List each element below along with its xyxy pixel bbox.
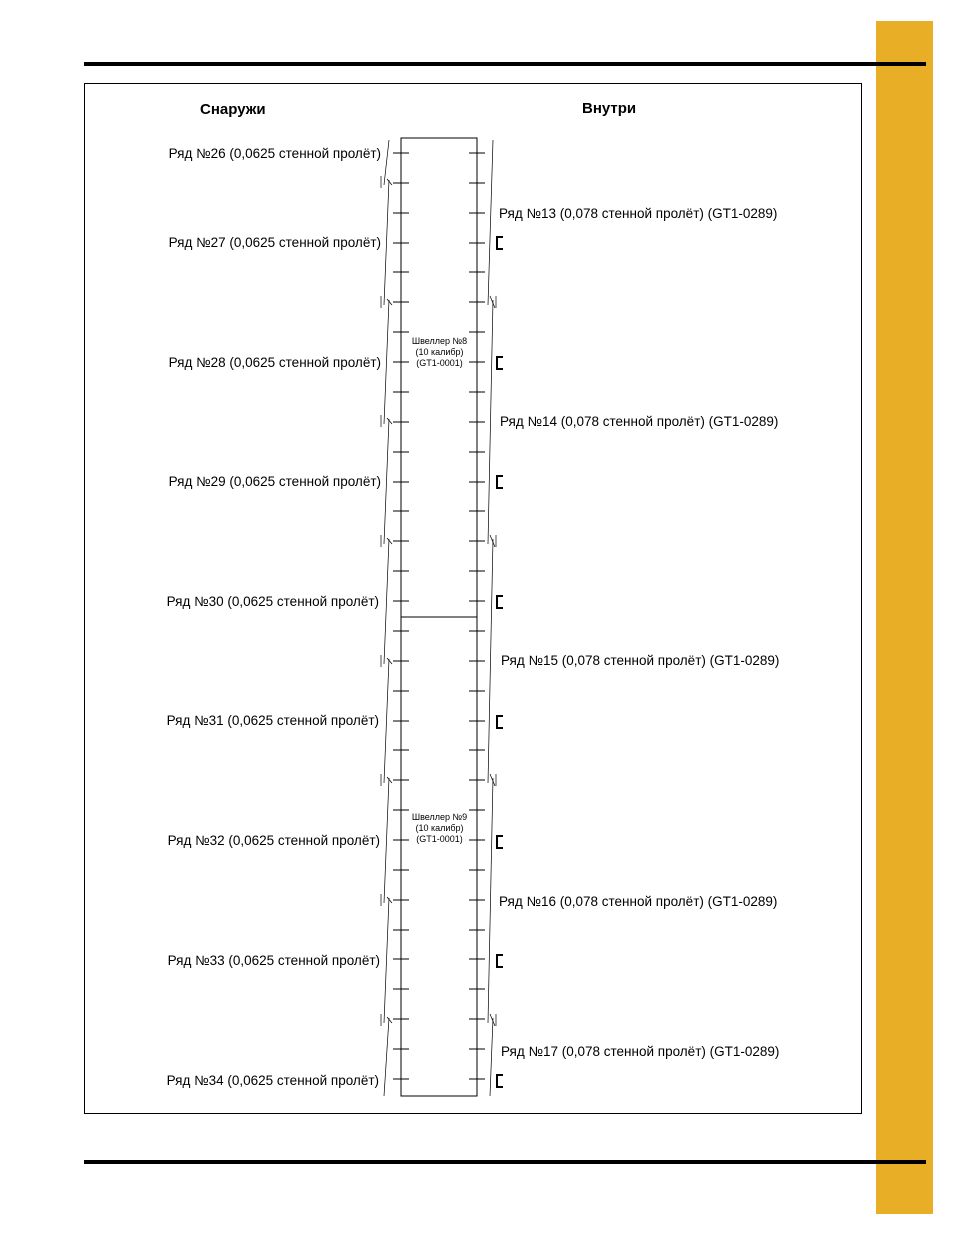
inside-sheet-edge <box>488 140 493 305</box>
channel-8 <box>401 138 477 617</box>
channel-9 <box>401 617 477 1096</box>
outside-sheet-edge <box>384 140 389 185</box>
inside-row-14: Ряд №14 (0,078 стенной пролёт) (GT1-0289) <box>500 414 779 429</box>
outside-row-30: Ряд №30 (0,0625 стенной пролёт) <box>166 594 379 609</box>
outside-sheet-edge <box>384 539 389 664</box>
outside-row-34: Ряд №34 (0,0625 стенной пролёт) <box>166 1073 379 1088</box>
inside-header: Внутри <box>582 100 637 117</box>
inside-row-17: Ряд №17 (0,078 стенной пролёт) (GT1-0289) <box>501 1044 780 1059</box>
outside-row-27: Ряд №27 (0,0625 стенной пролёт) <box>168 235 381 250</box>
outside-sheet-edge <box>384 778 389 903</box>
channel-8-gauge: (10 калибр) <box>415 347 464 357</box>
stiffener-c-symbol <box>497 596 503 608</box>
inside-row-15: Ряд №15 (0,078 стенной пролёт) (GT1-0289) <box>501 653 780 668</box>
stiffener-c-symbol <box>497 955 503 967</box>
outside-sheet-seam <box>387 538 392 544</box>
outside-sheet-edge <box>384 180 389 305</box>
bolt-marks <box>393 153 485 1079</box>
stiffener-c-symbol <box>497 836 503 848</box>
outside-sheet-seam <box>387 299 392 305</box>
channel-9-label <box>402 812 477 845</box>
inside-sheet-edge <box>488 778 493 1023</box>
outside-row-26: Ряд №26 (0,0625 стенной пролёт) <box>168 146 381 161</box>
channel-9-name: Швеллер №9 <box>411 812 468 822</box>
outside-sheet-seam <box>387 777 392 783</box>
outside-sheet-seam <box>387 1017 392 1023</box>
outside-sheet-edge <box>384 659 389 783</box>
stiffener-c-symbol <box>497 237 503 249</box>
stiffener-c-symbol <box>497 716 503 728</box>
stiffener-c-symbol <box>497 357 503 369</box>
outside-sheet-edge <box>384 419 389 544</box>
inside-row-16: Ряд №16 (0,078 стенной пролёт) (GT1-0289) <box>499 894 778 909</box>
outside-row-29: Ряд №29 (0,0625 стенной пролёт) <box>168 474 381 489</box>
outside-header: Снаружи <box>200 101 266 118</box>
outside-sheet-seam <box>387 179 392 185</box>
stiffener-c-symbol <box>497 476 503 488</box>
outside-row-33: Ряд №33 (0,0625 стенной пролёт) <box>167 953 380 968</box>
inside-sheet-edge <box>488 300 493 544</box>
wall-sheets <box>381 140 496 1096</box>
inside-sheet-seam <box>490 774 495 786</box>
inside-sheet-edge <box>488 539 493 783</box>
inside-row-13: Ряд №13 (0,078 стенной пролёт) (GT1-0289) <box>499 206 778 221</box>
channel-8-label <box>402 336 477 369</box>
outside-sheet-edge <box>384 898 389 1023</box>
channel-8-part: (GT1-0001) <box>416 358 463 368</box>
inside-sheet-seam <box>490 535 495 547</box>
outside-row-28: Ряд №28 (0,0625 стенной пролёт) <box>168 355 381 370</box>
outside-sheet-seam <box>387 658 392 664</box>
channel-9-part: (GT1-0001) <box>416 834 463 844</box>
outside-row-32: Ряд №32 (0,0625 стенной пролёт) <box>167 833 380 848</box>
inside-sheet-seam <box>490 296 495 308</box>
channel-8-name: Швеллер №8 <box>411 336 468 346</box>
outside-sheet-seam <box>387 418 392 424</box>
channel-9-gauge: (10 калибр) <box>415 823 464 833</box>
outside-sheet-seam <box>387 897 392 903</box>
stiffener-c-symbol <box>497 1075 503 1087</box>
outside-sheet-edge <box>384 300 389 424</box>
outside-row-31: Ряд №31 (0,0625 стенной пролёт) <box>166 713 379 728</box>
outside-sheet-edge <box>384 1018 389 1096</box>
inside-sheet-edge <box>490 1018 493 1096</box>
